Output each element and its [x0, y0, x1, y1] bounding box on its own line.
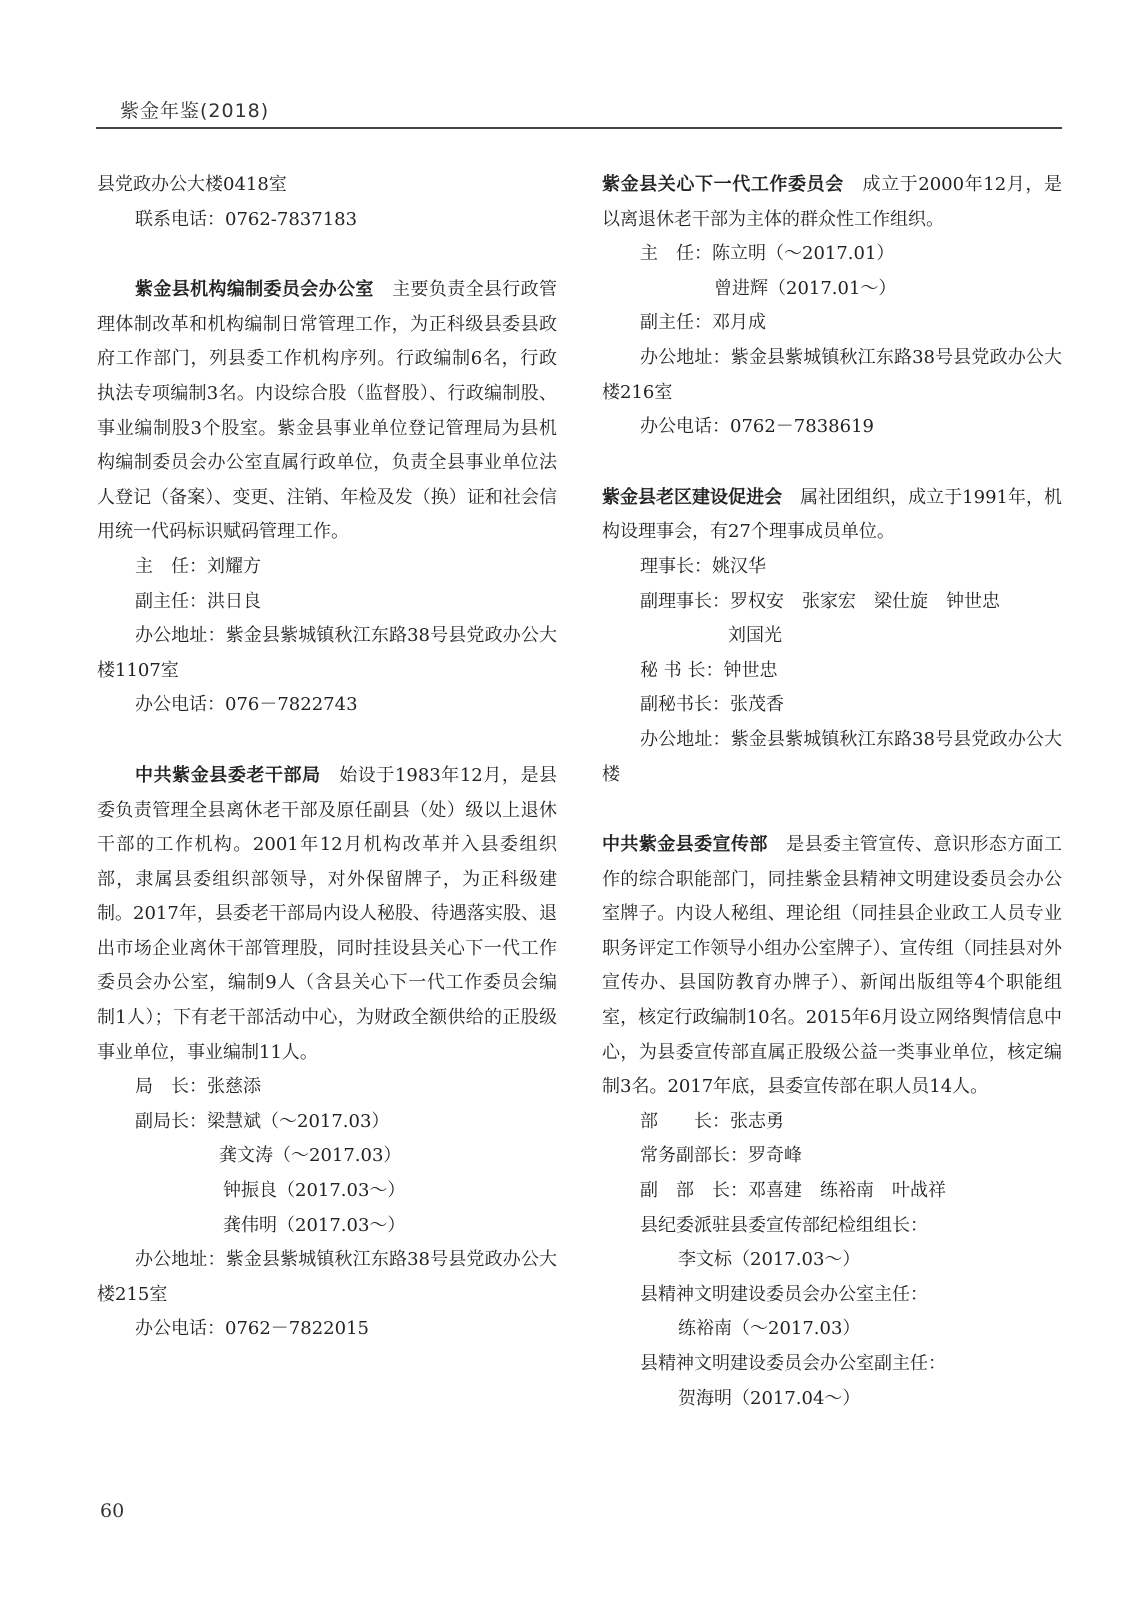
entry-body: 始设于1983年12月，是县委负责管理全县离休老干部及原任副县（处）级以上退休干部的工作机构。2001年12月机构改革并入县委组织部，隶属县委组织部领导，对外保留牌子，为正科级建制。2017年，县委老干部局内设人秘股、待遇落实股、退出市场企业离休干部管理股，同时挂设县关心下一代工作委员会办公室，编制9人（含县关心下一代工作委员会编制1人）；下有老干部活动中心，为财政全额供给的正股级事业单位，事业编制11人。	[97, 764, 558, 1063]
entry-title: 中共紫金县委老干部局	[135, 764, 321, 786]
phone-line: 办公电话：0762－7838619	[640, 416, 874, 438]
entry-title: 紫金县老区建设促进会	[602, 486, 783, 508]
entry-laoqu	[602, 481, 1062, 550]
secretary-line: 秘 书 长：钟世忠	[640, 659, 778, 681]
chief-line: 局 长：张慈添	[135, 1076, 261, 1098]
entry-title: 中共紫金县委宣传部	[602, 834, 768, 856]
deputy-line: 龚伟明（2017.03～）	[223, 1214, 406, 1236]
entry-xuanchuan	[602, 828, 1062, 1105]
phone-line: 办公电话：0762－7822015	[135, 1318, 369, 1340]
deputy-line: 副主任：洪日良	[135, 590, 261, 612]
role-name: 练裕南（～2017.03）	[678, 1318, 861, 1340]
director-line: 曾进辉（2017.01～）	[714, 277, 897, 299]
phone-line: 联系电话：0762-7837183	[135, 208, 358, 230]
deputy-line: 副主任：邓月成	[640, 312, 766, 334]
entry-body: 是县委主管宣传、意识形态方面工作的综合职能部门，同挂紫金县精神文明建设委员会办公室牌子。内设人秘组、理论组（同挂县企业政工人员专业职务评定工作领导小组办公室牌子）、宣传组（同挂县对外宣传办、县国防教育办牌子）、新闻出版组等4个职能组室，核定行政编制10名。2015年6月设立网络舆情信息中心，为县委宣传部直属正股级公益一类事业单位，核定编制3名。2017年底，县委宣传部在职人员14人。	[602, 834, 1063, 1098]
entry-body: 成立于2000年12月，是以离退休老干部为主体的群众性工作组织。	[602, 174, 1063, 230]
entry-bianwei	[97, 273, 557, 550]
address-line: 办公地址：紫金县紫城镇秋江东路38号县党政办公大楼216室	[602, 346, 1062, 403]
director-line: 主 任：陈立明（～2017.01）	[640, 243, 895, 265]
address-line: 办公地址：紫金县紫城镇秋江东路38号县党政办公大楼215室	[97, 1249, 557, 1305]
director-line: 主 任：刘耀方	[135, 555, 261, 577]
role-name: 李文标（2017.03～）	[678, 1249, 861, 1271]
left-column	[97, 168, 557, 1347]
role-label: 县精神文明建设委员会办公室副主任：	[640, 1353, 946, 1374]
deputy-secretary-line: 副秘书长：张茂香	[640, 694, 784, 716]
entry-body: 主要负责全县行政管理体制改革和机构编制日常管理工作，为正科级县委县政府工作部门，列县委工作机构序列。行政编制6名，行政执法专项编制3名。内设综合股（监督股）、行政编制股、事业编制股3个股室。紫金县事业单位登记管理局为县机构编制委员会办公室直属行政单位，负责全县事业单位法人登记（备案）、变更、注销、年检及发（换）证和社会信用统一代码标识赋码管理工作。	[97, 279, 558, 543]
address-line: 办公地址：紫金县紫城镇秋江东路38号县党政办公大楼	[602, 728, 1062, 785]
page-header-title: 紫金年鉴(2018)	[120, 100, 270, 122]
deputy-line: 龚文涛（～2017.03）	[219, 1145, 402, 1167]
address-line: 办公地址：紫金县紫城镇秋江东路38号县党政办公大楼1107室	[97, 625, 557, 681]
entry-guanxin	[602, 168, 1062, 237]
entry-title: 紫金县关心下一代工作委员会	[602, 174, 844, 195]
deputy-line: 副 部 长：邓喜建 练裕南 叶战祥	[640, 1180, 946, 1202]
deputy-line: 副局长：梁慧斌（～2017.03）	[135, 1110, 390, 1132]
header-divider	[96, 127, 1062, 129]
role-name: 贺海明（2017.04～）	[678, 1387, 861, 1409]
role-label: 县纪委派驻县委宣传部纪检组组长：	[640, 1214, 928, 1236]
vice-chair-line: 副理事长：罗权安 张家宏 梁仕旋 钟世忠	[640, 590, 1000, 612]
role-label: 县精神文明建设委员会办公室主任：	[640, 1283, 928, 1305]
right-column	[602, 168, 1062, 1416]
chair-line: 理事长：姚汉华	[640, 555, 766, 577]
exec-deputy-line: 常务副部长：罗奇峰	[640, 1145, 802, 1167]
entry-body: 属社团组织，成立于1991年，机构设理事会，有27个理事成员单位。	[602, 486, 1063, 543]
entry-laoganbu	[97, 759, 557, 1070]
entry-title: 紫金县机构编制委员会办公室	[135, 279, 374, 301]
deputy-line: 钟振良（2017.03～）	[223, 1180, 406, 1202]
vice-chair-line: 刘国光	[728, 625, 782, 647]
text-line: 县党政办公大楼0418室	[97, 174, 287, 195]
page-number: 60	[100, 1500, 125, 1522]
phone-line: 办公电话：076－7822743	[135, 694, 358, 716]
head-line: 部 长：张志勇	[640, 1110, 784, 1132]
